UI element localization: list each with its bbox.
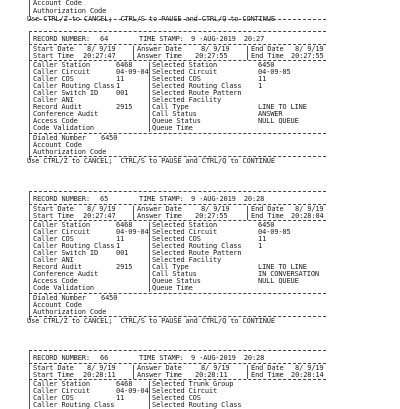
- record-65-answer-date-value: 8/ 9/19: [201, 205, 230, 213]
- record-64-left-label-8: Conference Audit: [33, 110, 99, 118]
- record-65-left-value-1: 6468: [116, 221, 133, 229]
- record-64-answer-time-value: 20:27:55: [195, 52, 228, 60]
- record-65-answer-date-label: Answer Date: [137, 205, 182, 213]
- record-64-right-label-8: Call Status: [152, 110, 197, 118]
- record-65-left-label-3: Caller COS: [33, 235, 74, 243]
- record-65-right-value-4: 1: [258, 242, 263, 250]
- record-66-left-value-1: 6468: [116, 380, 133, 388]
- record-65-left-label-9: Access Code: [33, 277, 78, 285]
- record-65-left-value-2: 04-09-04: [116, 228, 149, 236]
- access-code-label: Account Code: [33, 0, 82, 7]
- record-65-right-label-4: Selected Routing Class: [152, 242, 242, 250]
- record-64-right-value-1: 6450: [258, 61, 275, 69]
- record-64-detail-divider: [149, 62, 150, 132]
- record-64-right-value-8: ANSWER: [258, 110, 283, 118]
- record-64-date-divider-1: [133, 46, 134, 60]
- record-66-right-label-1: Selected Trunk Group: [152, 380, 234, 388]
- record-66-right-label-2: Selected Circuit: [152, 387, 218, 395]
- record-66-answer-date-label: Answer Date: [137, 364, 182, 372]
- record-66-end-date-value: 8/ 9/19: [295, 364, 324, 372]
- authorization-code-label: Authorization Code: [33, 7, 107, 15]
- record-64-start-time-label: Start Time: [33, 52, 74, 60]
- record-64-right-label-3: Selected COS: [152, 75, 201, 83]
- record-64-start-time-value: 20:27:47: [83, 52, 116, 60]
- record-64-left-value-1: 6468: [116, 61, 133, 69]
- record-64-left-label-9: Access Code: [33, 117, 78, 125]
- record-66-record-number-label: RECORD NUMBER:: [33, 354, 90, 362]
- record-65-right-label-8: Call Status: [152, 270, 197, 278]
- record-64-left-label-7: Record Audit: [33, 103, 82, 111]
- record-66-time-stamp-value: 9 -AUG-2019 20:28: [191, 354, 265, 362]
- record-64-right-label-1: Selected Station: [152, 61, 218, 69]
- record-64-right-value-3: 11: [258, 75, 267, 83]
- record-65-answer-time-value: 20:27:55: [195, 212, 228, 220]
- record-65-time-stamp-label: TIME STAMP:: [139, 195, 184, 203]
- record-65-end-time-value: 20:28:04: [291, 212, 324, 220]
- record-64-top-border: [29, 31, 326, 32]
- record-65-right-label-5: Selected Route Pattern: [152, 249, 242, 257]
- record-64-record-number-value: 64: [100, 35, 109, 43]
- record-64-right-label-2: Selected Circuit: [152, 68, 218, 76]
- record-64-right-label-9: Queue Status: [152, 117, 201, 125]
- continue-instructions: Use CTRL/Z to CANCEL; CTRL/S to PAUSE and CTRL/Q to CONTINUE: [27, 15, 275, 23]
- record-64-answer-date-label: Answer Date: [137, 45, 182, 53]
- record-64-left-label-2: Caller Circuit: [33, 68, 90, 76]
- record-64-left-label-5: Caller Switch ID: [33, 89, 99, 97]
- record-64-right-value-9: NULL QUEUE: [258, 117, 299, 125]
- record-64-left-label-10: Code Validation: [33, 124, 94, 132]
- record-65-start-date-value: 8/ 9/19: [87, 205, 116, 213]
- record-66-left-label-4: Caller Routing Class: [33, 401, 115, 409]
- record-64-authorization-code-label: Authorization Code: [33, 148, 107, 156]
- record-65-right-label-7: Call Type: [152, 263, 189, 271]
- record-65-end-time-label: End Time: [251, 212, 284, 220]
- record-65-end-date-value: 8/ 9/19: [295, 205, 324, 213]
- record-64-left-value-3: 11: [116, 75, 125, 83]
- record-65-time-stamp-value: 9 -AUG-2019 20:28: [191, 195, 265, 203]
- record-64-dialed-number-label: Dialed Number: [33, 134, 86, 142]
- record-64-right-label-6: Selected Facility: [152, 96, 222, 104]
- record-66-record-number-value: 66: [100, 354, 109, 362]
- record-65-left-label-4: Caller Routing Class: [33, 242, 115, 250]
- record-66-start-time-value: 20:28:11: [83, 371, 116, 379]
- record-66-start-date-value: 8/ 9/19: [87, 364, 116, 372]
- record-64-record-number-label: RECORD NUMBER:: [33, 35, 90, 43]
- record-64-right-value-7: LINE TO LINE: [258, 103, 307, 111]
- record-66-right-label-4: Selected Routing Class: [152, 401, 242, 409]
- record-65-right-label-2: Selected Circuit: [152, 228, 218, 236]
- record-64-left-value-5: 001: [116, 89, 129, 97]
- record-64-account-code-label: Account Code: [33, 141, 82, 149]
- record-64-time-stamp-label: TIME STAMP:: [139, 35, 184, 43]
- record-65-right-label-10: Queue Time: [152, 284, 193, 292]
- record-65-right-value-1: 6450: [258, 221, 275, 229]
- record-64-left-value-7: 2915: [116, 103, 133, 111]
- record-65-right-value-7: LINE TO LINE: [258, 263, 307, 271]
- record-65-right-label-3: Selected COS: [152, 235, 201, 243]
- record-65-detail-divider: [149, 222, 150, 292]
- record-64-right-value-2: 04-09-05: [258, 68, 291, 76]
- record-65-right-label-1: Selected Station: [152, 221, 218, 229]
- record-64-end-time-label: End Time: [251, 52, 284, 60]
- record-66-date-divider-2: [247, 365, 248, 379]
- record-64-right-label-10: Queue Time: [152, 124, 193, 132]
- record-65-continue-instructions: Use CTRL/Z to CANCEL; CTRL/S to PAUSE and CTRL/Q to CONTINUE: [27, 317, 275, 325]
- record-65-authorization-code-label: Authorization Code: [33, 308, 107, 316]
- record-65-end-date-label: End Date: [251, 205, 284, 213]
- record-64-start-date-value: 8/ 9/19: [87, 45, 116, 53]
- record-65-right-value-8: IN CONVERSATION: [258, 270, 319, 278]
- record-65-left-border: [29, 191, 30, 320]
- record-65-right-value-9: NULL QUEUE: [258, 277, 299, 285]
- record-64-continue-instructions: Use CTRL/Z to CANCEL; CTRL/S to PAUSE and CTRL/Q to CONTINUE: [27, 157, 275, 165]
- record-65-right-label-6: Selected Facility: [152, 256, 222, 264]
- record-66-left-label-3: Caller COS: [33, 394, 74, 402]
- record-64-right-label-5: Selected Route Pattern: [152, 89, 242, 97]
- record-64-left-label-3: Caller COS: [33, 75, 74, 83]
- record-65-start-time-label: Start Time: [33, 212, 74, 220]
- record-65-start-date-label: Start Date: [33, 205, 74, 213]
- record-65-answer-time-label: Answer Time: [137, 212, 182, 220]
- record-65-top-border: [29, 191, 326, 192]
- record-66-start-date-label: Start Date: [33, 364, 74, 372]
- record-65-left-value-7: 2915: [116, 263, 133, 271]
- record-65-left-label-5: Caller Switch ID: [33, 249, 99, 257]
- record-66-date-divider-1: [133, 365, 134, 379]
- record-65-date-divider-2: [247, 206, 248, 220]
- record-64-left-label-6: Caller ANI: [33, 96, 74, 104]
- record-65-left-label-2: Caller Circuit: [33, 228, 90, 236]
- record-65-account-code-label: Account Code: [33, 301, 82, 309]
- record-66-start-time-label: Start Time: [33, 371, 74, 379]
- record-65-right-value-3: 11: [258, 235, 267, 243]
- record-64-answer-time-label: Answer Time: [137, 52, 182, 60]
- record-66-time-stamp-label: TIME STAMP:: [139, 354, 184, 362]
- record-64-end-date-label: End Date: [251, 45, 284, 53]
- record-65-left-label-7: Record Audit: [33, 263, 82, 271]
- record-66-end-date-label: End Date: [251, 364, 284, 372]
- record-66-left-value-2: 04-09-04: [116, 387, 149, 395]
- record-64-left-border: [29, 31, 30, 160]
- record-65-right-label-9: Queue Status: [152, 277, 201, 285]
- record-65-right-value-2: 04-09-05: [258, 228, 291, 236]
- record-64-left-label-1: Caller Station: [33, 61, 90, 69]
- record-65-left-value-3: 11: [116, 235, 125, 243]
- record-65-date-divider-1: [133, 206, 134, 220]
- record-65-left-label-8: Conference Audit: [33, 270, 99, 278]
- record-66-detail-divider: [149, 381, 150, 409]
- record-66-end-time-value: 20:28:14: [291, 371, 324, 379]
- record-65-left-value-4: 1: [116, 242, 121, 250]
- record-64-end-time-value: 20:27:55: [291, 52, 324, 60]
- record-65-dialed-number-value: 6450: [101, 294, 118, 302]
- record-65-left-value-5: 001: [116, 249, 129, 257]
- record-65-left-label-10: Code Validation: [33, 284, 94, 292]
- record-64-time-stamp-value: 9 -AUG-2019 20:27: [191, 35, 265, 43]
- record-66-answer-time-label: Answer Time: [137, 371, 182, 379]
- record-64-right-value-4: 1: [258, 82, 263, 90]
- record-64-left-value-2: 04-09-04: [116, 68, 149, 76]
- record-65-left-label-6: Caller ANI: [33, 256, 74, 264]
- record-64-right-label-4: Selected Routing Class: [152, 82, 242, 90]
- record-66-left-border: [29, 350, 30, 409]
- record-64-left-value-4: 1: [116, 82, 121, 90]
- record-66-top-border: [29, 350, 326, 351]
- record-64-start-date-label: Start Date: [33, 45, 74, 53]
- record-66-right-label-3: Selected COS: [152, 394, 201, 402]
- record-65-dialed-number-label: Dialed Number: [33, 294, 86, 302]
- record-66-end-time-label: End Time: [251, 371, 284, 379]
- record-64-answer-date-value: 8/ 9/19: [201, 45, 230, 53]
- record-66-answer-time-value: 20:28:11: [195, 371, 228, 379]
- record-65-start-time-value: 20:27:47: [83, 212, 116, 220]
- record-65-record-number-label: RECORD NUMBER:: [33, 195, 90, 203]
- record-64-dialed-number-value: 6450: [101, 134, 118, 142]
- record-65-left-label-1: Caller Station: [33, 221, 90, 229]
- record-66-answer-date-value: 8/ 9/19: [201, 364, 230, 372]
- record-65-record-number-value: 65: [100, 195, 109, 203]
- record-66-left-label-2: Caller Circuit: [33, 387, 90, 395]
- record-64-end-date-value: 8/ 9/19: [295, 45, 324, 53]
- record-66-left-label-1: Caller Station: [33, 380, 90, 388]
- record-64-left-label-4: Caller Routing Class: [33, 82, 115, 90]
- record-66-left-value-3: 11: [116, 394, 125, 402]
- record-64-right-label-7: Call Type: [152, 103, 189, 111]
- record-64-date-divider-2: [247, 46, 248, 60]
